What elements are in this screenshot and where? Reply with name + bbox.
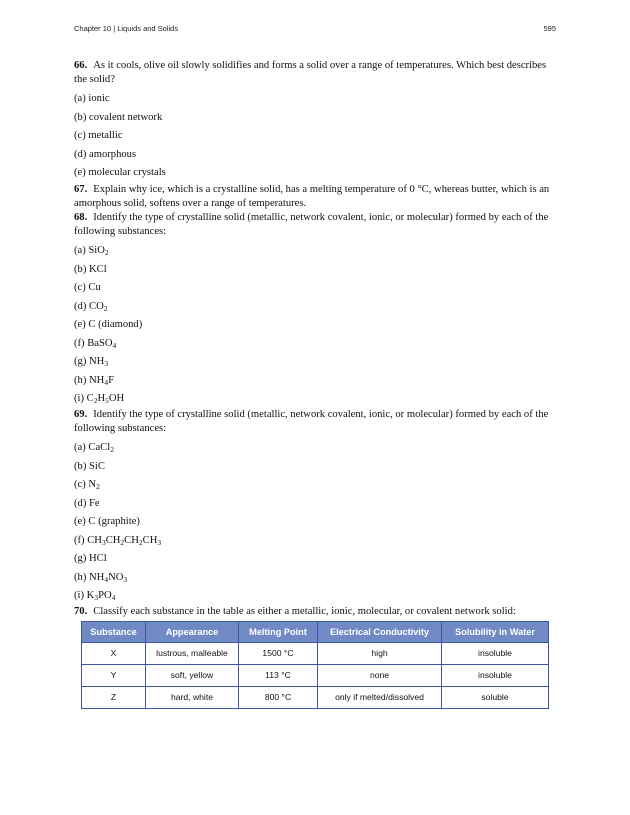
formula-text: NH <box>89 374 105 386</box>
table-cell: soft, yellow <box>146 664 239 686</box>
formula-text: C (diamond) <box>88 319 143 330</box>
option-label: (d) <box>74 300 90 312</box>
formula-subscript: 3 <box>157 537 162 547</box>
table-cell: Z <box>82 686 146 708</box>
page-number: 595 <box>543 24 556 33</box>
option-label: (h) <box>74 374 90 386</box>
question-number: 66. <box>74 60 88 71</box>
option: (b) covalent network <box>74 111 163 123</box>
option-label: (b) <box>74 460 90 472</box>
formula-text: K <box>86 590 95 601</box>
option-label: (a) <box>74 245 89 256</box>
question-text: Identify the type of crystalline solid (metallic, network covalent, ionic, or molecular) formed by each of the following substances: <box>74 212 549 237</box>
table-row <box>82 642 549 664</box>
formula-subscript: 4 <box>112 340 117 350</box>
option-label: (g) <box>74 356 90 367</box>
formula-text: Fe <box>89 497 100 509</box>
table-cell: only if melted/dissolved <box>318 686 442 708</box>
option <box>74 552 556 565</box>
option-label: (f) <box>74 534 88 546</box>
option-label: (c) <box>74 479 89 490</box>
content <box>74 59 556 709</box>
formula-subscript: 5 <box>105 396 109 405</box>
option <box>74 589 556 602</box>
table-cell: insoluble <box>442 642 549 664</box>
formula-text: SiO <box>88 245 105 256</box>
option <box>74 355 556 368</box>
option-label: (a) <box>74 442 89 453</box>
question-number: 70. <box>74 606 88 617</box>
table-cell: high <box>318 642 442 664</box>
question-number: 68. <box>74 212 88 223</box>
option <box>74 534 556 547</box>
option: (d) amorphous <box>74 148 137 160</box>
table-header-cell: Melting Point <box>239 621 318 642</box>
option-label: (g) <box>74 553 90 564</box>
table-header-cell: Electrical Conductivity <box>318 621 442 642</box>
option-label: (c) <box>74 282 89 293</box>
formula-subscript: 3 <box>104 359 109 368</box>
question-67 <box>74 183 556 210</box>
formula-subscript: 3 <box>101 537 106 547</box>
formula-text: PO <box>98 590 112 601</box>
option <box>74 392 556 405</box>
option <box>74 374 556 387</box>
table-header-cell: Substance <box>82 621 146 642</box>
formula-subscript: 4 <box>104 574 109 584</box>
formula-text: CaCl <box>88 442 111 453</box>
table-cell: 113 °C <box>239 664 318 686</box>
formula-subscript: 2 <box>110 445 114 454</box>
formula-text: KCl <box>89 263 107 275</box>
question-text: Identify the type of crystalline solid (metallic, network covalent, ionic, or molecular) formed by each of the following substances: <box>74 409 549 434</box>
formula-text: C <box>86 393 94 404</box>
formula-subscript: 2 <box>104 248 109 257</box>
formula-subscript: 2 <box>96 482 100 491</box>
option <box>74 460 556 473</box>
formula-text: NH <box>89 571 105 583</box>
question-number: 69. <box>74 409 88 420</box>
question-text: Explain why ice, which is a crystalline solid, has a melting temperature of 0 °C, whereas butter, which is an amorphous solid, softens over a range of temperatures. <box>74 184 550 209</box>
question-68 <box>74 211 556 238</box>
formula-text: HCl <box>89 553 107 564</box>
option-label: (b) <box>74 263 90 275</box>
option-label: (e) <box>74 516 89 527</box>
formula-text: N <box>88 479 97 490</box>
table-row <box>82 664 549 686</box>
option <box>74 441 556 454</box>
formula-subscript: 4 <box>104 377 109 387</box>
table-cell: soluble <box>442 686 549 708</box>
option <box>74 571 556 584</box>
formula-text: C (graphite) <box>88 516 140 527</box>
question-text: As it cools, olive oil slowly solidifies and forms a solid over a range of temperatures. Which best describes the solid? <box>74 60 547 85</box>
question-66 <box>74 59 556 86</box>
table-header-cell: Appearance <box>146 621 239 642</box>
option <box>74 497 556 510</box>
table-cell: Y <box>82 664 146 686</box>
formula-text: CO <box>89 300 104 312</box>
option-label: (f) <box>74 337 88 349</box>
formula-subscript: 3 <box>94 593 99 602</box>
option <box>74 318 556 331</box>
formula-text: CH <box>124 534 139 546</box>
page-header <box>74 24 556 33</box>
formula-subscript: 2 <box>93 396 98 405</box>
table-cell: 800 °C <box>239 686 318 708</box>
table-cell: hard, white <box>146 686 239 708</box>
option <box>74 515 556 528</box>
formula-subscript: 4 <box>111 593 116 602</box>
formula-text: F <box>108 374 114 386</box>
formula-subscript: 3 <box>123 574 128 584</box>
question-text: Classify each substance in the table as either a metallic, ionic, molecular, or covalent network solid: <box>93 606 516 617</box>
option-label: (i) <box>74 590 87 601</box>
option: (c) metallic <box>74 130 123 141</box>
chapter-title: Chapter 10 | Liquids and Solids <box>74 24 179 33</box>
formula-text: Cu <box>88 282 101 293</box>
formula-text: CH <box>142 534 158 546</box>
table-header-cell: Solubility in Water <box>442 621 549 642</box>
formula-subscript: 2 <box>138 537 143 547</box>
formula-text: NH <box>89 356 105 367</box>
option-label: (e) <box>74 319 89 330</box>
formula-text: CH <box>105 534 121 546</box>
option: (a) ionic <box>74 93 110 104</box>
formula-text: CH <box>87 534 102 546</box>
option <box>74 244 556 257</box>
question-69 <box>74 408 556 435</box>
table-body <box>82 642 549 708</box>
substance-table <box>81 621 549 709</box>
formula-subscript: 2 <box>120 537 125 547</box>
table-cell: X <box>82 642 146 664</box>
formula-text: H <box>97 393 106 404</box>
question-number: 67. <box>74 184 88 195</box>
option-label: (d) <box>74 497 90 509</box>
option-label: (h) <box>74 571 90 583</box>
formula-subscript: 2 <box>103 303 108 313</box>
option: (e) molecular crystals <box>74 167 166 178</box>
q68-options <box>74 244 556 405</box>
option <box>74 263 556 276</box>
table-header-row <box>82 621 549 642</box>
option <box>74 300 556 313</box>
table-row <box>82 686 549 708</box>
table-cell: 1500 °C <box>239 642 318 664</box>
option <box>74 337 556 350</box>
option <box>74 478 556 491</box>
table-cell: lustrous, malleable <box>146 642 239 664</box>
formula-text: NO <box>108 571 124 583</box>
formula-text: OH <box>108 393 125 404</box>
option <box>74 281 556 294</box>
formula-text: SiC <box>89 460 105 472</box>
formula-text: BaSO <box>87 337 113 349</box>
table-cell: none <box>318 664 442 686</box>
table-cell: insoluble <box>442 664 549 686</box>
option-label: (i) <box>74 393 87 404</box>
q69-options <box>74 441 556 602</box>
question-70 <box>74 605 556 619</box>
